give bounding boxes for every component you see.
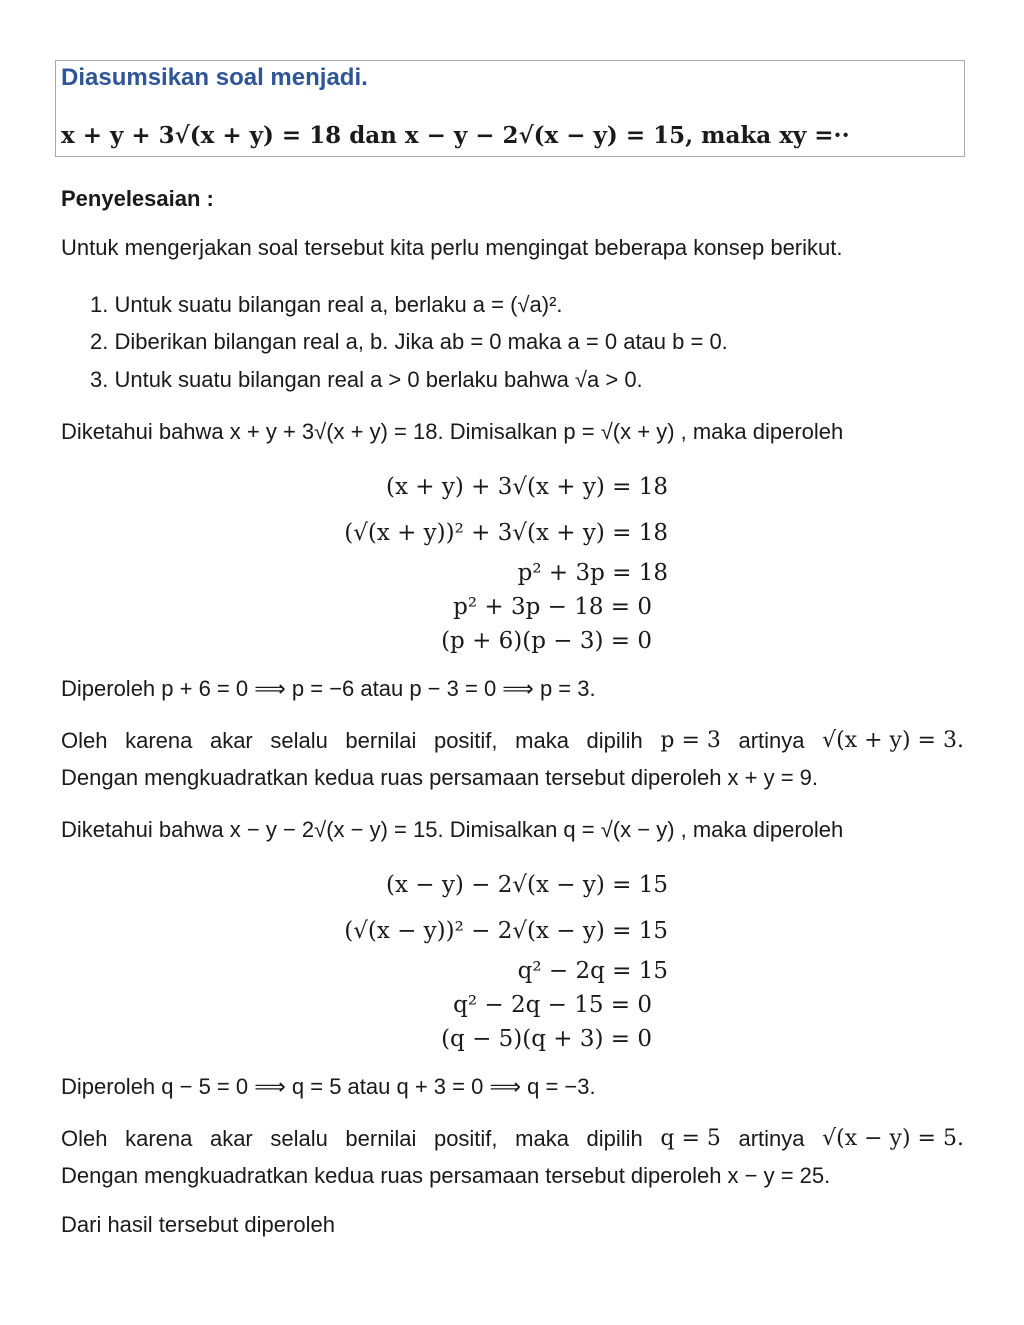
step-q-1: (x − y) − 2√(x − y) = 15 bbox=[386, 872, 668, 898]
problem-equation: x + y + 3√(x + y) = 18 dan x − y − 2√(x − y) = 15, maka xy =·· bbox=[61, 122, 850, 149]
word: positif, bbox=[433, 728, 498, 753]
word: selalu bbox=[270, 728, 328, 753]
word: karena bbox=[125, 728, 193, 753]
word: p = 3 bbox=[660, 728, 721, 753]
word: artinya bbox=[738, 1126, 805, 1151]
step-q-4: q² − 2q − 15 = 0 bbox=[453, 992, 652, 1018]
concept-1: 1. Untuk suatu bilangan real a, berlaku a = (√a)². bbox=[90, 292, 563, 317]
result-q: Diperoleh q − 5 = 0 ⟹ q = 5 atau q + 3 = 0 ⟹ q = −3. bbox=[61, 1074, 596, 1099]
word: dipilih bbox=[586, 728, 643, 753]
step-q-3: q² − 2q = 15 bbox=[517, 958, 668, 984]
word: maka bbox=[515, 1126, 569, 1151]
step-p-1: (x + y) + 3√(x + y) = 18 bbox=[386, 474, 668, 500]
word: Oleh bbox=[61, 1126, 108, 1151]
word: bernilai bbox=[345, 728, 417, 753]
word: q = 5 bbox=[660, 1126, 721, 1151]
word: positif, bbox=[433, 1126, 498, 1151]
step-p-5: (p + 6)(p − 3) = 0 bbox=[441, 628, 652, 654]
given-q: Diketahui bahwa x − y − 2√(x − y) = 15. Dimisalkan q = √(x − y) , maka diperoleh bbox=[61, 817, 844, 842]
step-q-5: (q − 5)(q + 3) = 0 bbox=[441, 1026, 652, 1052]
word: karena bbox=[125, 1126, 193, 1151]
solution-heading: Penyelesaian : bbox=[61, 186, 214, 211]
word: √(x − y) = 5. bbox=[822, 1126, 964, 1151]
word: Oleh bbox=[61, 728, 108, 753]
reason-q-line2: Dengan mengkuadratkan kedua ruas persamaan tersebut diperoleh x − y = 25. bbox=[61, 1163, 831, 1188]
step-p-3: p² + 3p = 18 bbox=[517, 560, 668, 586]
step-p-2: (√(x + y))² + 3√(x + y) = 18 bbox=[344, 520, 668, 546]
given-p: Diketahui bahwa x + y + 3√(x + y) = 18. Dimisalkan p = √(x + y) , maka diperoleh bbox=[61, 419, 844, 444]
box-title: Diasumsikan soal menjadi. bbox=[61, 64, 368, 91]
concept-2: 2. Diberikan bilangan real a, b. Jika ab = 0 maka a = 0 atau b = 0. bbox=[90, 329, 728, 354]
reason-p-line1 bbox=[61, 728, 964, 754]
word: √(x + y) = 3. bbox=[822, 728, 964, 753]
word: selalu bbox=[270, 1126, 328, 1151]
concept-3: 3. Untuk suatu bilangan real a > 0 berlaku bahwa √a > 0. bbox=[90, 367, 643, 392]
word: akar bbox=[209, 1126, 253, 1151]
word: dipilih bbox=[586, 1126, 643, 1151]
word: maka bbox=[515, 728, 569, 753]
reason-q-line1 bbox=[61, 1126, 964, 1152]
intro-text: Untuk mengerjakan soal tersebut kita perlu mengingat beberapa konsep berikut. bbox=[61, 235, 843, 260]
reason-p-line2: Dengan mengkuadratkan kedua ruas persamaan tersebut diperoleh x + y = 9. bbox=[61, 765, 819, 790]
word: bernilai bbox=[345, 1126, 417, 1151]
word: akar bbox=[209, 728, 253, 753]
word: artinya bbox=[738, 728, 805, 753]
closing-text: Dari hasil tersebut diperoleh bbox=[61, 1212, 335, 1237]
result-p: Diperoleh p + 6 = 0 ⟹ p = −6 atau p − 3 = 0 ⟹ p = 3. bbox=[61, 676, 596, 701]
step-q-2: (√(x − y))² − 2√(x − y) = 15 bbox=[344, 918, 668, 944]
step-p-4: p² + 3p − 18 = 0 bbox=[453, 594, 652, 620]
